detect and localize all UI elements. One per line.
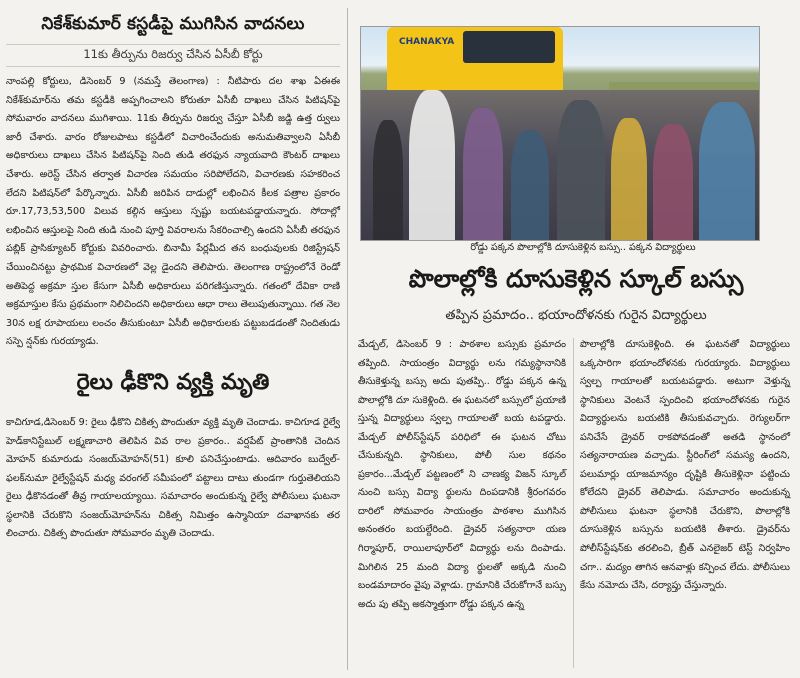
story1-headline: నికేశ్‌కుమార్ కస్టడీపై ముగిసిన వాదనలు bbox=[41, 14, 305, 34]
school-bus-illustration bbox=[387, 27, 563, 91]
story3-headline: పొలాల్లోకి దూసుకెళ్లిన స్కూల్ బస్సు bbox=[408, 264, 744, 293]
story3-body-col1: మేడ్చల్, డిసెంబర్ 9 : పాఠశాల బస్సుకు ప్రమాదం తప్పింది. సాయంత్రం విద్యార్థు లను గమ్యస్థానానికి తీసుకెళ్తున్న బస్సు అదు పుతప్పి.. రోడ్డు పక్కన ఉన్న పొలాల్లోకి దూ సుకెళ్లింది. ఈ ఘటనలో బస్సులో ప్రయాణి స్తున్న విద్యార్థులు స్వల్ప గాయాలతో బయ టపడ్డారు. మేడ్చల్ పోలీస్‌స్టేషన్ పరిధిలో ఈ ఘటన చోటు చేసుకున్నది. స్థానికులు, పోలీ సుల కథనం ప్రకారం...మేడ్చల్ పట్టణంలో ని చాణక్య విజన్ స్కూల్ నుంచి బస్సు విద్యా ర్థులను దింపడానికి శ్రీరంగవరం దారిలో సోమవారం సాయంత్రం పాఠశాల ముగిసిన అనంతరం బయల్దేరింది. డ్రైవర్ సత్యనారా యణ గిర్మాపూర్, రాయిలాపూర్‌లో విద్యార్థు లను దింపాడు. మిగిలిన 25 మంది విద్యా ర్థులతో అక్కడి నుంచి బండమాదారం వైపు వెళ్లాడు. గ్రామానికి చేరుకోగానే బస్సు అదు పు తప్పి అకస్మాత్తుగా రోడ్డు పక్కన ఉన్న bbox=[358, 339, 566, 610]
person-figure bbox=[611, 118, 647, 240]
person-figure bbox=[557, 100, 605, 240]
person-figure bbox=[653, 124, 693, 240]
photo-caption: రోడ్డు పక్కన పొలాల్లోకి దూసుకెళ్లిన బస్సు.. పక్కన విద్యార్థులు bbox=[470, 242, 696, 253]
person-figure bbox=[463, 108, 503, 240]
news-photo bbox=[360, 26, 760, 241]
right-column bbox=[358, 6, 794, 674]
column-divider bbox=[347, 8, 348, 670]
left-column bbox=[6, 6, 340, 674]
story2-headline: రైలు ఢీకొని వ్యక్తి మృతి bbox=[76, 369, 270, 395]
story1-subhead: 11కు తీర్పును రిజర్వు చేసిన ఏసీబీ కోర్టు bbox=[6, 44, 340, 67]
story1-body: నాంపల్లి కోర్టులు, డిసెంబర్ 9 (నమస్తే తెలంగాణ) : నీటిపారు దల శాఖ ఏఈఈ నికేశ్‌కుమార్‌ను తమ కస్టడీకి అప్పగించాలని కోరుతూ ఏసీబీ దాఖలు చేసిన పిటిషన్‌పై సోమవారం వాదనలు ముగిశాయి. 11కు తీర్పును రిజర్వు చేస్తూ ఏసీబీ జడ్జి ఉత్త ర్వులు జారీ చేశారు. వారం రోజులపాటు కస్టడీలో విచారించేందుకు అనుమతివ్వాలని ఏసీబీ అధికారులు దాఖలు చేసిన పిటిషన్‌పై నింది తుడి తరఫున న్యాయవాది కౌంటర్ దాఖలు చేశారు. అరెస్ట్ చేసిన తర్వాత విచారణ సమయం సరిపోలేదని, విచారణకు సహకరించ లేదని పిటిషన్‌లో పేర్కొన్నారు. ఏసీబీ జరిపిన దాడుల్లో లభించిన కీలక పత్రాల ప్రకారం రూ.17,73,53,500 విలువ కల్గిన ఆస్తులు స్పష్టు బయటపడ్డాయన్నారు. సోదాల్లో లభించిన ఆస్తులపై నింది తుడి నుంచి పూర్తి వివరాలను సేకరించాల్సి ఉందని ఏసీబీ తరఫున పబ్లిక్ ప్రాసిక్యూటర్ కోర్టుకు వివరించారు. బినామీ పేర్లమీద తన బంధువులకు రిజిస్ట్రేషన్ చేయించినట్టు ప్రాథమిక విచారణలో వెల్ల డైందని తెలిపారు. తెలంగాణ రాష్ట్రంలోనే రెండో అతిపెద్ద అక్రమా స్తుల కేసుగా ఏసీబీ అధికారులు పరిగణిస్తున్నారు. గతంలో దేవికా రాణి అక్రమాస్తుల కేసు ప్రథమంగా నిలిచిందని అధికారులు ఆధా రాలు తెలుపుతున్నాయి. గత నెల 30న లక్ష రూపాయలు లంచం తీసుకుంటూ ఏసీబీ అధికారులకు పట్టుబడడంతో నిందితుడు సస్పె న్షన్‌కు గురయ్యాడు. bbox=[6, 76, 340, 348]
bus-window bbox=[463, 31, 555, 63]
crowd-of-students bbox=[361, 90, 759, 240]
story3-subhead: తప్పిన ప్రమాదం.. భయాందోళనకు గురైన విద్యార్థులు bbox=[445, 308, 707, 323]
person-figure bbox=[409, 90, 455, 240]
bus-label: CHANAKYA bbox=[399, 37, 455, 47]
person-figure bbox=[373, 120, 403, 240]
inner-column-divider bbox=[573, 338, 574, 668]
story2-body: కాచిగూడ,డిసెంబర్ 9: రైలు ఢీకొని చికిత్స పొందుతూ వ్యక్తి మృతి చెందాడు. కాచిగూడ రైల్వే హెడ్‌కానిస్టేబుల్ లక్ష్మణాచారి తెలిపిన వివ రాల ప్రకారం.. వర్షపేట్ ప్రాంతానికి చెందిన మోహన్ కుమారుడు సంజయ్‌మోహన్(51) కూలి పనిచేస్తుంటాడు. ఆదివారం బుద్వేల్- ఫలక్‌నుమా రైల్వేస్టేషన్ మధ్య వరంగల్ సమీపంలో పట్టాలు దాటు తుండగా గుర్తుతెలియని రైలు ఢీకొనడంతో తీవ్ర గాయాలయ్యాయి. సమాచారం అందుకున్న రైల్వే పోలీసులు ఘటనా స్థలానికి చేరుకొని సంజయ్‌మోహన్‌ను చికిత్స నిమిత్తం ఉస్మానియా దవాఖానకు తర లించారు. చికిత్స పొందుతూ సోమవారం మృతి చెందాడు. bbox=[6, 416, 340, 540]
person-figure bbox=[511, 130, 549, 240]
person-figure bbox=[699, 102, 755, 240]
story3-body-col2: పొలాల్లోకి దూసుకెళ్లింది. ఈ ఘటనతో విద్యార్థులు ఒక్కసారిగా భయాందోళనకు గురయ్యారు. విద్యార్థులు స్వల్ప గాయాలతో బయటపడ్డారు. అటుగా వెళ్తున్న స్థానికులు వెంటనే స్పందించి భయాందోళనకు గురైన విద్యార్థులను బయటికి తీసుకువచ్చారు. రెగ్యులర్‌గా పనిచేసే డ్రైవర్ రాకపోవడంతో అతడి స్థానంలో సత్యనారాయణ వచ్చాడు. స్టీరింగ్‌లో సమస్య ఉందని, పలుమార్లు యాజమాన్యం దృష్టికి తీసుకెళ్లినా పట్టించు కోలేదని డ్రైవర్ తెలిపాడు. సమాచారం అందుకున్న పోలీసులు ఘటనా స్థలానికి చేరుకొని, పొలాల్లోకి దూసుకెళ్లిన బస్సును బయటికి తీశారు. డ్రైవర్‌ను పోలీస్‌స్టేషన్‌కు తరలించి, బ్రీత్ ఎనలైజర్ టెస్ట్ నిర్వహిం చగా.. మద్యం తాగిన ఆనవాళ్లు కన్పించ లేదు. పోలీసులు కేసు నమోదు చేసి, దర్యాప్తు చేస్తున్నారు. bbox=[580, 339, 790, 592]
